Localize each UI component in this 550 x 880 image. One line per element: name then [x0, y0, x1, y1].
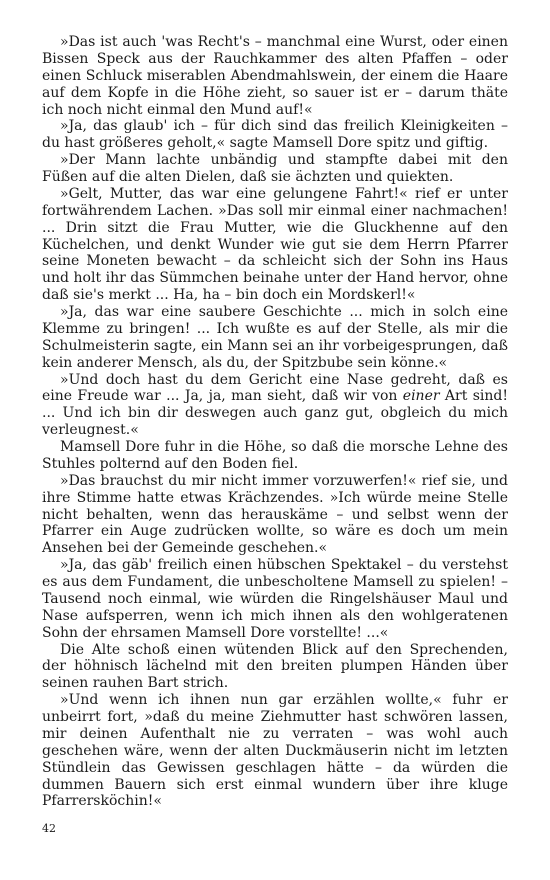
- paragraph: »Ja, das gäb' freilich einen hübschen Spektakel – du verstehst es aus dem Fundament, die unbescholtene Mamsell zu spielen! – Tausend noch einmal, wie würden die Ringelshäuser Maul und Nase aufsperren, wenn ich mich ihnen als den wohlgeratenen Sohn der ehrsamen Mamsell Dore vorstellte! ...«: [42, 557, 508, 641]
- paragraph: Die Alte schoß einen wütenden Blick auf den Sprechenden, der höhnisch lächelnd mit den breiten plumpen Händen über seinen rauhen Bart strich.: [42, 641, 508, 692]
- paragraph: »Ja, das glaub' ich – für dich sind das freilich Kleinigkeiten – du hast größeres geholt,« sagte Mamsell Dore spitz und giftig.: [42, 118, 508, 152]
- page-number: 42: [42, 822, 56, 835]
- paragraph-text: »Und doch hast du dem Gericht eine Nase gedreht, daß es eine Freude war ... Ja, ja, man sieht, daß wir von: [42, 371, 508, 405]
- paragraph: »Das brauchst du mir nicht immer vorzuwerfen!« rief sie, und ihre Stimme hatte etwas Krächzendes. »Ich würde meine Stelle nicht behalten, wenn das herauskäme – und selbst wenn der Pfarrer ein Auge zudrücken wollte, so wäre es doch um mein Ansehen bei der Gemeinde geschehen.«: [42, 472, 508, 557]
- paragraph: »Das ist auch 'was Recht's – manchmal eine Wurst, oder einen Bissen Speck aus der Rauchkammer des alten Pfaffen – oder einen Schluck miserablen Abendmahlswein, der einem die Haare auf dem Kopfe in die Höhe zieht, so sauer ist er – darum thäte ich noch nicht einmal den Mund auf!«: [42, 34, 508, 118]
- paragraph: Mamsell Dore fuhr in die Höhe, so daß die morsche Lehne des Stuhles polternd auf den Boden fiel.: [42, 439, 508, 472]
- paragraph: »Und wenn ich ihnen nun gar erzählen wollte,« fuhr er unbeirrt fort, »daß du meine Ziehmutter hast schwören lassen, mir deinen Aufenthalt nie zu verraten – was wohl auch geschehen wäre, wenn der alten Duckmäuserin nicht im letzten Stündlein das Gewissen geschlagen hätte – da würden die dummen Bauern sich erst einmal wundern über ihre kluge Pfarrersköchin!«: [42, 692, 508, 810]
- paragraph: »Gelt, Mutter, das war eine gelungene Fahrt!« rief er unter fortwährendem Lachen. »Das soll mir einmal einer nachmachen! ... Drin sitzt die Frau Mutter, wie die Gluckhenne auf den Küchelchen, und denkt Wunder wie gut sie dem Herrn Pfarrer seine Moneten bewacht – da schleicht sich der Sohn ins Haus und holt ihr das Sümmchen beinahe unter der Hand hervor, ohne daß sie's merkt ... Ha, ha – bin doch ein Mordskerl!«: [42, 185, 508, 304]
- emphasis: einer: [402, 388, 440, 405]
- paragraph: [42, 372, 508, 440]
- paragraph-text: Art sind! ... Und ich bin dir deswegen auch ganz gut, obgleich du mich verleugnest.«: [42, 388, 508, 439]
- body-text: [42, 34, 508, 810]
- paragraph: »Ja, das war eine saubere Geschichte ... mich in solch eine Klemme zu bringen! ... Ich wußte es auf der Stelle, als mir die Schulmeisterin sagte, ein Mann sei an ihr vorbeigesprungen, daß kein anderer Mensch, als du, der Spitzbube sein könne.«: [42, 304, 508, 371]
- paragraph: »Der Mann lachte unbändig und stampfte dabei mit den Füßen auf die alten Dielen, daß sie ächzten und quiekten.: [42, 152, 508, 185]
